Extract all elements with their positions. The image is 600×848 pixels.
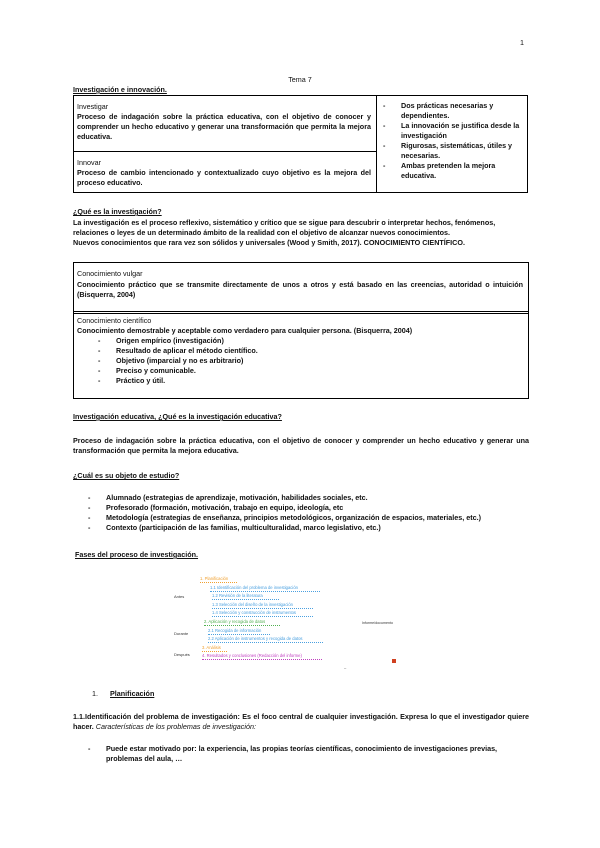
list-item: - Preciso y comunicable. <box>94 366 514 376</box>
conocimiento-cientifico-label: Conocimiento científico <box>77 316 152 325</box>
list-item: - Puede estar motivado por: la experiencia, las propias teorías científicas, conocimiento de investigaciones previas, problemas del aula, … <box>84 744 514 764</box>
innovar-cell <box>73 151 377 193</box>
objeto-estudio-list <box>84 493 524 533</box>
diagram-step-underline <box>212 616 313 617</box>
diagram-step: 1. Planificación <box>200 576 229 581</box>
diagram-step: 2.2 Aplicación de instrumentos y recogida de datos <box>208 636 303 642</box>
planificacion-list <box>84 744 514 764</box>
diagram-step-underline <box>202 651 227 652</box>
list-item: - Dos prácticas necesarias y dependientes. <box>379 101 523 121</box>
list-item: - Objetivo (imparcial y no es arbitrario) <box>94 356 514 366</box>
list-item: - Origen empírico (investigación) <box>94 336 514 346</box>
page-number: 1 <box>520 38 524 47</box>
diagram-step: 4. Resultados y conclusiones (Redacción del informe) <box>202 653 302 659</box>
investigar-label: Investigar <box>77 102 109 111</box>
diagram-marker-icon <box>392 659 396 663</box>
list-item: - Metodología (estrategias de enseñanza, principios metodológicos, organización de espacios, materiales, etc.) <box>84 513 524 523</box>
list-item: - Resultado de aplicar el método científico. <box>94 346 514 356</box>
diagram-dash: – <box>344 665 347 670</box>
investigacion-definition-line-3: Nuevos conocimientos que rara vez son sólidos y universales (Wood y Smith, 2017). CONOCIMIENTO CIENTÍFICO. <box>73 238 465 247</box>
innovar-text: Proceso de cambio intencionado y contextualizado cuyo objetivo es la mejora del proceso educativo. <box>77 168 371 187</box>
diagram-label-informe: Informe/documento <box>362 621 393 625</box>
list-item: - Alumnado (estrategias de aprendizaje, motivación, habilidades sociales, etc. <box>84 493 524 503</box>
conocimiento-vulgar-cell <box>73 262 529 314</box>
diagram-step-underline <box>212 608 313 609</box>
section-heading-objeto-estudio: ¿Cuál es su objeto de estudio? <box>73 471 180 480</box>
diagram-step-underline <box>208 634 270 635</box>
list-item: - La innovación se justifica desde la investigación <box>379 121 523 141</box>
conocimiento-vulgar-text: Conocimiento práctico que se transmite directamente de unos a otros y está basado en las creencias, autoridad o intuición (Bisquerra, 2004) <box>77 280 523 299</box>
diagram-label-despues: Después <box>174 652 190 657</box>
section-heading-investigacion-educativa: Investigación educativa, ¿Qué es la investigación educativa? <box>73 412 282 421</box>
diagram-steps <box>200 576 370 668</box>
diagram-step: 3. Análisis <box>202 644 221 650</box>
list-item: - Práctico y útil. <box>94 376 514 386</box>
conocimiento-cientifico-text: Conocimiento demostrable y aceptable como verdadero para cualquier persona. (Bisquerra, 2004) <box>77 326 413 335</box>
innovar-label: Innovar <box>77 158 101 167</box>
characteristics-cell <box>376 95 528 193</box>
diagram-label-antes: Antes <box>174 594 185 599</box>
list-item: - Contexto (participación de las familias, multiculturalidad, marco legislativo, etc.) <box>84 523 524 533</box>
diagram-step: 1.2 Revisión de la literatura <box>212 593 263 599</box>
diagram-step-underline <box>208 642 323 643</box>
diagram-step: 2.1 Recogida de información <box>208 627 262 633</box>
conocimiento-cientifico-cell <box>73 311 529 399</box>
diagram-step-underline <box>200 582 237 583</box>
diagram-step: 1.4 Selección y construcción de instrumentos <box>212 610 297 616</box>
list-item: - Ambas pretenden la mejora educativa. <box>379 161 523 181</box>
page-title: Tema 7 <box>288 75 312 84</box>
list-item: - Profesorado (formación, motivación, trabajo en equipo, ideología, etc <box>84 503 524 513</box>
diagram-step-underline <box>204 625 280 626</box>
diagram-step: 2. Aplicación y recogida de datos <box>204 619 266 624</box>
investigacion-educativa-text: Proceso de indagación sobre la práctica educativa, con el objetivo de conocer y comprender un hecho educativo y generar una transformación que permita la mejora educativa. <box>73 436 529 455</box>
diagram-step-underline <box>212 599 279 600</box>
diagram-label-durante: Durante <box>174 631 189 636</box>
investigacion-definition-line-1: La investigación es el proceso reflexivo, sistemático y crítico que se sigue para descubrir o interpretar hechos, fenómenos, <box>73 218 496 227</box>
conocimiento-cientifico-list <box>94 336 514 386</box>
section-heading-fases: Fases del proceso de investigación. <box>75 550 199 559</box>
planificacion-heading: Planificación <box>110 689 155 698</box>
planificacion-paragraph <box>73 712 529 732</box>
planificacion-number: 1. <box>92 689 98 698</box>
section-heading-que-es-investigacion: ¿Qué es la investigación? <box>73 207 162 216</box>
conocimiento-vulgar-label: Conocimiento vulgar <box>77 269 143 278</box>
section-heading-investigacion-innovacion: Investigación e innovación. <box>73 85 167 94</box>
diagram-step: 1.1 Identificación del problema de investigación <box>210 584 298 590</box>
diagram-step-underline <box>210 591 320 592</box>
investigar-cell <box>73 95 377 152</box>
investigacion-definition-line-2: relaciones o leyes de un determinado ámbito de la realidad con el objetivo de alcanzar nuevos conocimientos. <box>73 228 451 237</box>
diagram-step: 1.3 Selección del diseño de la investigación <box>212 601 294 607</box>
caracteristicas-label: Características de los problemas de investigación: <box>95 722 256 731</box>
diagram-step-underline <box>202 659 322 660</box>
list-item: - Rigurosas, sistemáticas, útiles y necesarias. <box>379 141 523 161</box>
identificacion-problema-text: 1.1.Identificación del problema de investigación: Es el foco central de cualquier investigación. Expresa lo que el investigador quiere hacer. <box>73 712 529 731</box>
characteristics-list <box>379 101 523 181</box>
investigar-text: Proceso de indagación sobre la práctica educativa, con el objetivo de conocer y comprender un hecho educativo y generar una transformación que permita la mejora educativa. <box>77 112 371 141</box>
fases-diagram <box>170 572 410 670</box>
